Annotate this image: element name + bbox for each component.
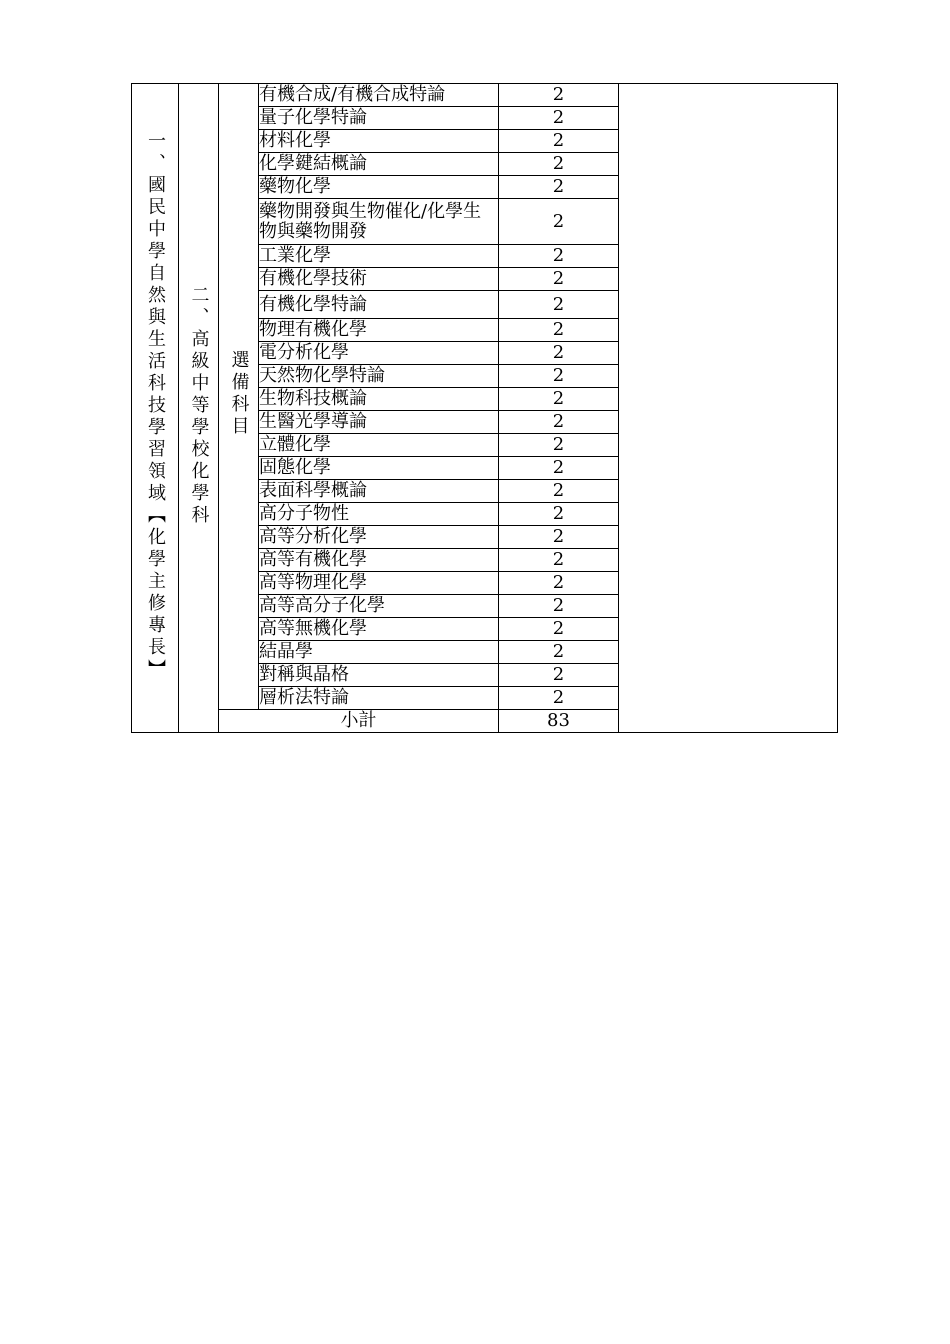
course-name: 工業化學 xyxy=(259,245,499,268)
school-label: 二、高級中等學校化學科 xyxy=(188,284,210,527)
course-credits: 2 xyxy=(499,388,619,411)
course-table-body xyxy=(132,84,838,733)
course-credits: 2 xyxy=(499,687,619,710)
course-credits: 2 xyxy=(499,84,619,107)
course-name: 高等物理化學 xyxy=(259,572,499,595)
course-name: 對稱與晶格 xyxy=(259,664,499,687)
category-cell xyxy=(219,84,259,710)
subtotal-value: 83 xyxy=(499,710,619,733)
course-name: 有機化學特論 xyxy=(259,291,499,319)
course-credits: 2 xyxy=(499,480,619,503)
table-row xyxy=(132,84,838,107)
course-credits: 2 xyxy=(499,641,619,664)
course-name: 層析法特論 xyxy=(259,687,499,710)
course-name: 高等無機化學 xyxy=(259,618,499,641)
course-name: 天然物化學特論 xyxy=(259,365,499,388)
course-credits: 2 xyxy=(499,572,619,595)
course-name: 有機合成/有機合成特論 xyxy=(259,84,499,107)
course-name: 材料化學 xyxy=(259,130,499,153)
course-credits: 2 xyxy=(499,411,619,434)
course-name: 有機化學技術 xyxy=(259,268,499,291)
course-credits: 2 xyxy=(499,434,619,457)
course-credits: 2 xyxy=(499,319,619,342)
school-cell xyxy=(179,84,219,733)
course-name: 表面科學概論 xyxy=(259,480,499,503)
course-name: 電分析化學 xyxy=(259,342,499,365)
course-credits: 2 xyxy=(499,664,619,687)
course-credits: 2 xyxy=(499,526,619,549)
course-name: 立體化學 xyxy=(259,434,499,457)
course-credits: 2 xyxy=(499,457,619,480)
course-name: 藥物開發與生物催化/化學生物與藥物開發 xyxy=(259,199,499,245)
category-label: 選備科目 xyxy=(228,350,250,438)
course-credits: 2 xyxy=(499,107,619,130)
subtotal-label: 小計 xyxy=(219,710,499,733)
course-credits: 2 xyxy=(499,130,619,153)
course-name: 生醫光學導論 xyxy=(259,411,499,434)
course-name: 高等有機化學 xyxy=(259,549,499,572)
course-name: 結晶學 xyxy=(259,641,499,664)
course-credits: 2 xyxy=(499,595,619,618)
course-credits: 2 xyxy=(499,291,619,319)
course-credits: 2 xyxy=(499,176,619,199)
course-name: 量子化學特論 xyxy=(259,107,499,130)
course-name: 生物科技概論 xyxy=(259,388,499,411)
course-credits: 2 xyxy=(499,365,619,388)
course-credits: 2 xyxy=(499,268,619,291)
course-credits: 2 xyxy=(499,618,619,641)
course-credits: 2 xyxy=(499,245,619,268)
course-credits: 2 xyxy=(499,549,619,572)
course-name: 高分子物性 xyxy=(259,503,499,526)
course-name: 固態化學 xyxy=(259,457,499,480)
course-credits: 2 xyxy=(499,342,619,365)
course-credits: 2 xyxy=(499,153,619,176)
remarks-cell xyxy=(619,84,838,733)
course-name: 高等高分子化學 xyxy=(259,595,499,618)
course-name: 物理有機化學 xyxy=(259,319,499,342)
course-credits: 2 xyxy=(499,503,619,526)
course-name: 高等分析化學 xyxy=(259,526,499,549)
course-table xyxy=(131,83,838,733)
course-credits: 2 xyxy=(499,199,619,245)
domain-cell xyxy=(132,84,179,733)
domain-label: 一、國民中學自然與生活科技學習領域【化學主修專長】 xyxy=(145,130,166,681)
course-name: 化學鍵結概論 xyxy=(259,153,499,176)
course-name: 藥物化學 xyxy=(259,176,499,199)
